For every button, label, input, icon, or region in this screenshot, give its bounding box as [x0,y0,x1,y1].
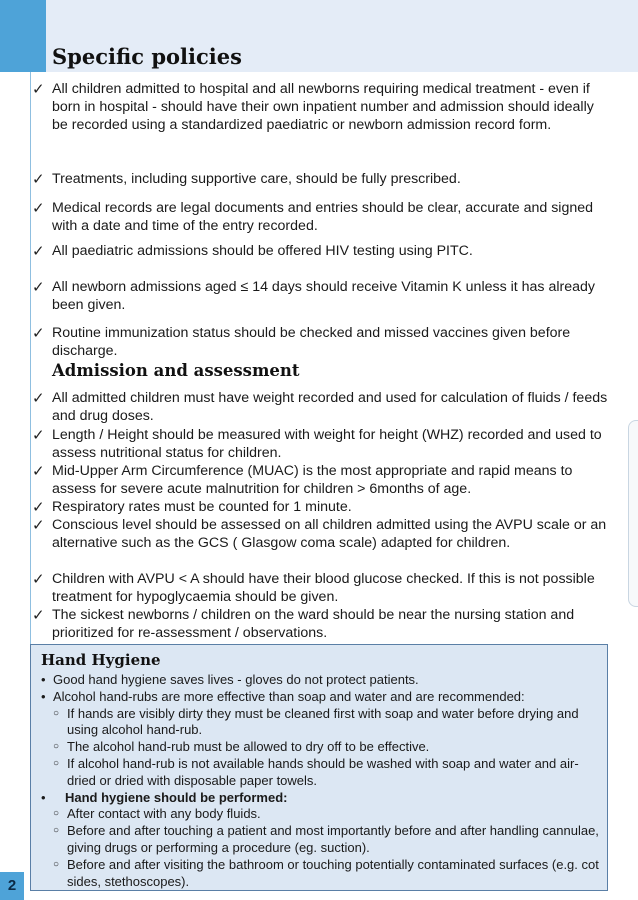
list-item: ○ If hands are visibly dirty they must be cleaned first with soap and water before drying and using alcohol hand-rub. [53,705,579,738]
list-item: ✓ Children with AVPU < A should have their blood glucose checked. If this is not possible treatment for hypoglycaemia should be given. [32,571,595,605]
checkmark-icon: ✓ [32,571,45,588]
list-item: ✓ Routine immunization status should be checked and missed vaccines given before discharge. [32,325,571,359]
list-item: ○ Before and after visiting the bathroom or touching potentially contaminated surfaces (e.g. cot sides, stethoscopes). [53,856,599,889]
admission-title: Admission and assessment [52,361,300,380]
bullet-icon: • [41,688,46,704]
list-item: ✓ All admitted children must have weight recorded and used for calculation of fluids / feeds and drug doses. [32,390,608,424]
checkmark-icon: ✓ [32,427,45,444]
checkmark-icon: ✓ [32,81,45,98]
policy-list [32,80,612,362]
list-item: • Good hand hygiene saves lives - gloves do not protect patients. [41,672,419,687]
checkmark-icon: ✓ [32,607,45,624]
list-item: ○ The alcohol hand-rub must be allowed to dry off to be effective. [53,739,430,755]
list-item: ✓ The sickest newborns / children on the ward should be near the nursing station and prioritized for re-assessment / observations. [32,607,575,641]
checkmark-icon: ✓ [32,390,45,407]
circle-bullet-icon: ○ [53,808,60,820]
hand-hygiene-title: Hand Hygiene [41,651,161,669]
list-item: ✓ Conscious level should be assessed on all children admitted using the AVPU scale or an alternative such as the GCS ( Glasgow coma scale) adapted for children. [32,517,607,551]
list-item: ○ If alcohol hand-rub is not available hands should be washed with soap and water and air-dried or dried with disposable paper towels. [53,755,579,788]
page-number: 2 [0,872,24,900]
checkmark-icon: ✓ [32,499,45,516]
circle-bullet-icon: ○ [53,825,60,837]
section-title: Specific policies [52,44,242,69]
hand-hygiene-box [30,644,608,891]
list-item: ✓ All children admitted to hospital and all newborns requiring medical treatment - even if born in hospital - should have their own inpatient number and admission should ideally be recorded using a standardized paediatric or newborn admission record form. [32,81,594,133]
checkmark-icon: ✓ [32,243,45,260]
admission-list [32,389,612,642]
bullet-icon: • [41,672,46,687]
list-item: • Hand hygiene should be performed: [41,789,288,805]
list-item: ○ After contact with any body fluids. [53,806,261,822]
checkmark-icon: ✓ [32,325,45,342]
list-item: ✓ All paediatric admissions should be offered HIV testing using PITC. [32,243,473,260]
checkmark-icon: ✓ [32,517,45,534]
checkmark-icon: ✓ [32,171,45,188]
list-item: ✓ Mid-Upper Arm Circumference (MUAC) is the most appropriate and rapid means to assess for severe acute malnutrition for children > 6months of age. [32,463,573,497]
checkmark-icon: ✓ [32,463,45,480]
checkmark-icon: ✓ [32,279,45,296]
list-item: ○ Before and after touching a patient and most importantly before and after handling cannulae, giving drugs or performing a procedure (eg. suction). [53,823,599,855]
circle-bullet-icon: ○ [53,707,60,719]
circle-bullet-icon: ○ [53,858,60,870]
circle-bullet-icon: ○ [53,741,60,753]
list-item: ✓ Treatments, including supportive care, should be fully prescribed. [32,171,461,188]
list-item: ✓ Length / Height should be measured with weight for height (WHZ) recorded and used to assess nutritional status for children. [32,427,602,461]
checkmark-icon: ✓ [32,200,45,217]
list-item: ✓ Respiratory rates must be counted for 1 minute. [32,499,352,516]
header-accent-block [0,0,46,72]
list-item: ✓ All newborn admissions aged ≤ 14 days should receive Vitamin K unless it has already been given. [32,279,596,313]
bullet-icon: • [41,789,46,805]
list-item: ✓ Medical records are legal documents and entries should be clear, accurate and signed with a date and time of the entry recorded. [32,200,594,234]
list-item: • Alcohol hand-rubs are more effective than soap and water and are recommended: [41,688,525,704]
page-edge-tab [628,420,638,607]
circle-bullet-icon: ○ [53,757,60,769]
